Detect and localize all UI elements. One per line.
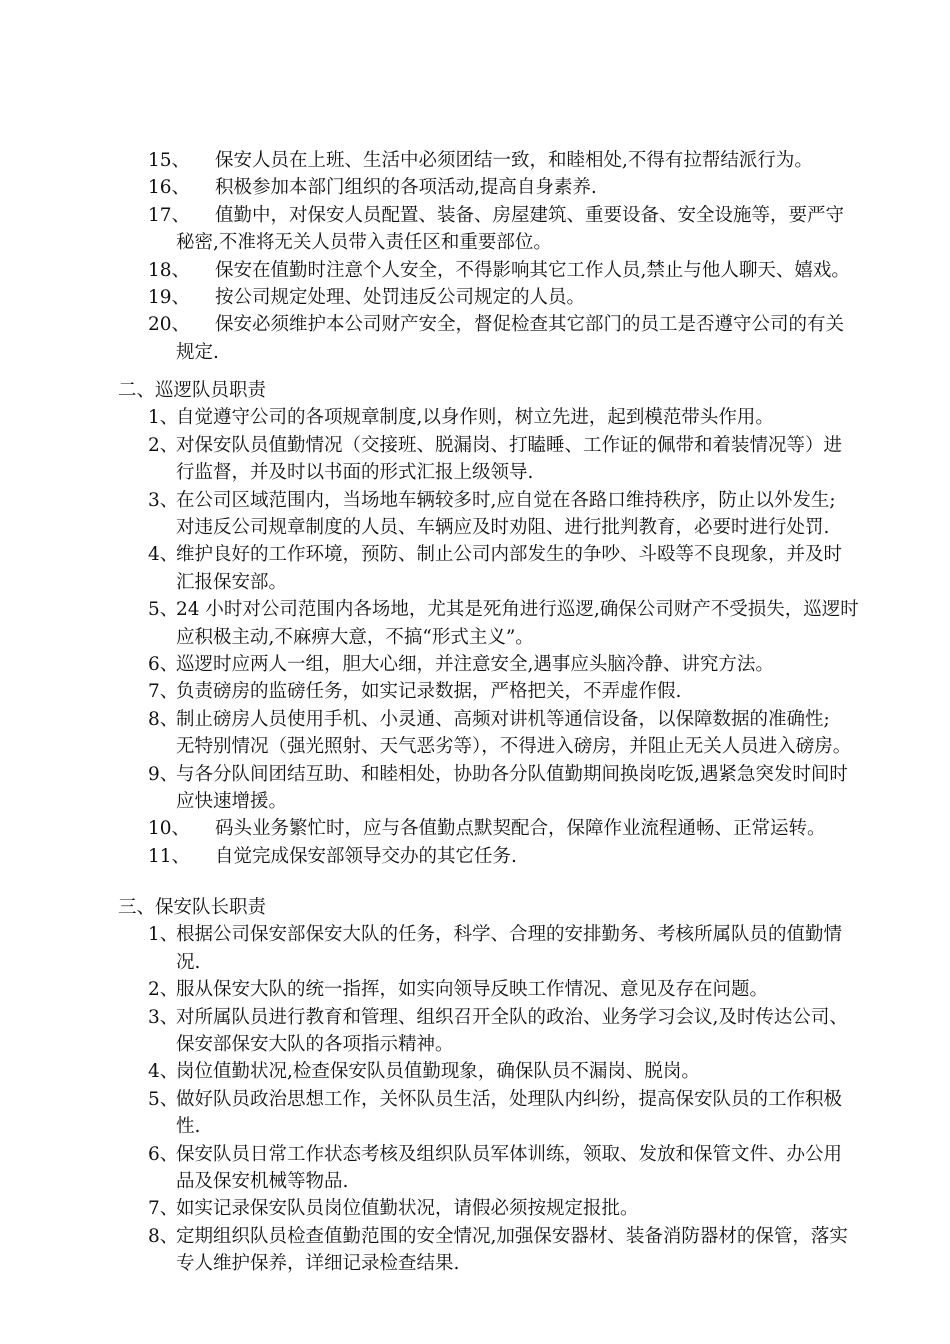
item-number: 11、	[148, 845, 191, 867]
item-text-continued: 应快速增援。	[176, 791, 288, 812]
item-number: 16、	[148, 177, 191, 199]
item-text: 24 小时对公司范围内各场地，尤其是死角进行巡逻,确保公司财产不受损失，巡逻时	[176, 599, 859, 621]
item-number: 3、	[148, 1006, 179, 1028]
item-text: 对保安队员值勤情况（交接班、脱漏岗、打瞌睡、工作证的佩带和着装情况等）进	[176, 434, 843, 456]
item-text-continued: 秘密,不准将无关人员带入责任区和重要部位。	[176, 232, 552, 254]
item-text: 按公司规定处理、处罚违反公司规定的人员。	[215, 287, 586, 308]
item-number: 19、	[148, 287, 191, 308]
item-number: 1、	[148, 924, 179, 946]
item-text-continued: 无特别情况（强光照射、天气恶劣等），不得进入磅房，并阻止无关人员进入磅房。	[176, 736, 852, 758]
item-number: 5、	[148, 1088, 179, 1110]
item-text-continued: 汇报保安部。	[176, 571, 288, 593]
item-number: 5、	[148, 599, 179, 621]
section-heading: 三、保安队长职责	[118, 897, 267, 918]
item-text-continued: 品及保安机械等物品.	[176, 1171, 349, 1192]
item-text: 服从保安大队的统一指挥，如实向领导反映工作情况、意见及存在问题。	[176, 979, 769, 1001]
item-text: 保安人员在上班、生活中必须团结一致，和睦相处,不得有拉帮结派行为。	[215, 150, 813, 171]
item-text: 保安队员日常工作状态考核及组织队员军体训练，领取、发放和保管文件、办公用	[176, 1143, 843, 1165]
item-number: 10、	[148, 818, 191, 840]
item-text-continued: 专人维护保养，详细记录检查结果.	[176, 1253, 460, 1275]
item-text: 自觉完成保安部领导交办的其它任务.	[215, 845, 517, 867]
item-text: 岗位值勤状况,检查保安队员值勤现象，确保队员不漏岗、脱岗。	[176, 1061, 700, 1083]
section-heading: 二、巡逻队员职责	[118, 380, 267, 401]
item-text: 负责磅房的监磅任务，如实记录数据，严格把关，不弄虚作假.	[176, 681, 682, 703]
item-number: 20、	[148, 314, 191, 336]
item-number: 8、	[148, 708, 179, 730]
item-text: 保安在值勤时注意个人安全，不得影响其它工作人员,禁止与他人聊天、嬉戏。	[215, 259, 850, 281]
item-number: 15、	[148, 150, 191, 171]
item-text: 与各分队间团结互助、和睦相处，协助各分队值勤期间换岗吃饭,遇紧急突发时间时	[176, 763, 848, 785]
item-text: 如实记录保安队员岗位值勤状况，请假必须按规定报批。	[176, 1198, 639, 1220]
item-number: 18、	[148, 259, 191, 281]
item-number: 7、	[148, 681, 179, 703]
item-number: 2、	[148, 979, 179, 1001]
item-number: 17、	[148, 204, 191, 226]
item-text: 巡逻时应两人一组，胆大心细，并注意安全,遇事应头脑冷静、讲究方法。	[176, 654, 774, 675]
item-text: 保安必须维护本公司财产安全，督促检查其它部门的员工是否遵守公司的有关	[215, 314, 845, 336]
item-text: 定期组织队员检查值勤范围的安全情况,加强保安器材、装备消防器材的保管，落实	[176, 1225, 848, 1247]
item-text: 在公司区域范围内，当场地车辆较多时,应自觉在各路口维持秩序，防止以外发生;	[176, 489, 836, 511]
item-text-continued: 规定.	[176, 341, 219, 363]
item-text: 做好队员政治思想工作，关怀队员生活，处理队内纠纷，提高保安队员的工作积极	[176, 1088, 843, 1110]
item-number: 9、	[148, 763, 179, 785]
item-text: 制止磅房人员使用手机、小灵通、高频对讲机等通信设备，以保障数据的准确性;	[176, 708, 830, 730]
item-text: 根据公司保安部保安大队的任务，科学、合理的安排勤务、考核所属队员的值勤情	[176, 924, 843, 946]
item-number: 2、	[148, 434, 179, 456]
item-text: 自觉遵守公司的各项规章制度,以身作则，树立先进，起到模范带头作用。	[176, 407, 774, 429]
item-text: 维护良好的工作环境，预防、制止公司内部发生的争吵、斗殴等不良现象，并及时	[176, 544, 843, 566]
item-text: 对所属队员进行教育和管理、组织召开全队的政治、业务学习会议,及时传达公司、	[176, 1006, 848, 1028]
item-number: 8、	[148, 1225, 179, 1247]
item-text-continued: 应积极主动,不麻痹大意，不搞“形式主义”。	[176, 626, 534, 648]
item-number: 1、	[148, 407, 179, 429]
item-text-continued: 行监督，并及时以书面的形式汇报上级领导.	[176, 462, 534, 484]
item-number: 4、	[148, 544, 179, 566]
item-text-continued: 况.	[176, 951, 201, 973]
item-number: 3、	[148, 489, 179, 511]
item-number: 6、	[148, 654, 179, 675]
item-number: 4、	[148, 1061, 179, 1083]
item-text: 码头业务繁忙时，应与各值勤点默契配合，保障作业流程通畅、正常运转。	[215, 818, 826, 840]
item-text-continued: 保安部保安大队的各项指示精神。	[176, 1034, 454, 1055]
item-number: 6、	[148, 1143, 179, 1165]
item-text-continued: 对违反公司规章制度的人员、车辆应及时劝阻、进行批判教育，必要时进行处罚.	[176, 517, 830, 538]
item-text: 值勤中，对保安人员配置、装备、房屋建筑、重要设备、安全设施等，要严守	[215, 204, 845, 226]
item-number: 7、	[148, 1198, 179, 1220]
item-text-continued: 性.	[176, 1116, 201, 1138]
item-text: 积极参加本部门组织的各项活动,提高自身素养.	[215, 177, 597, 199]
